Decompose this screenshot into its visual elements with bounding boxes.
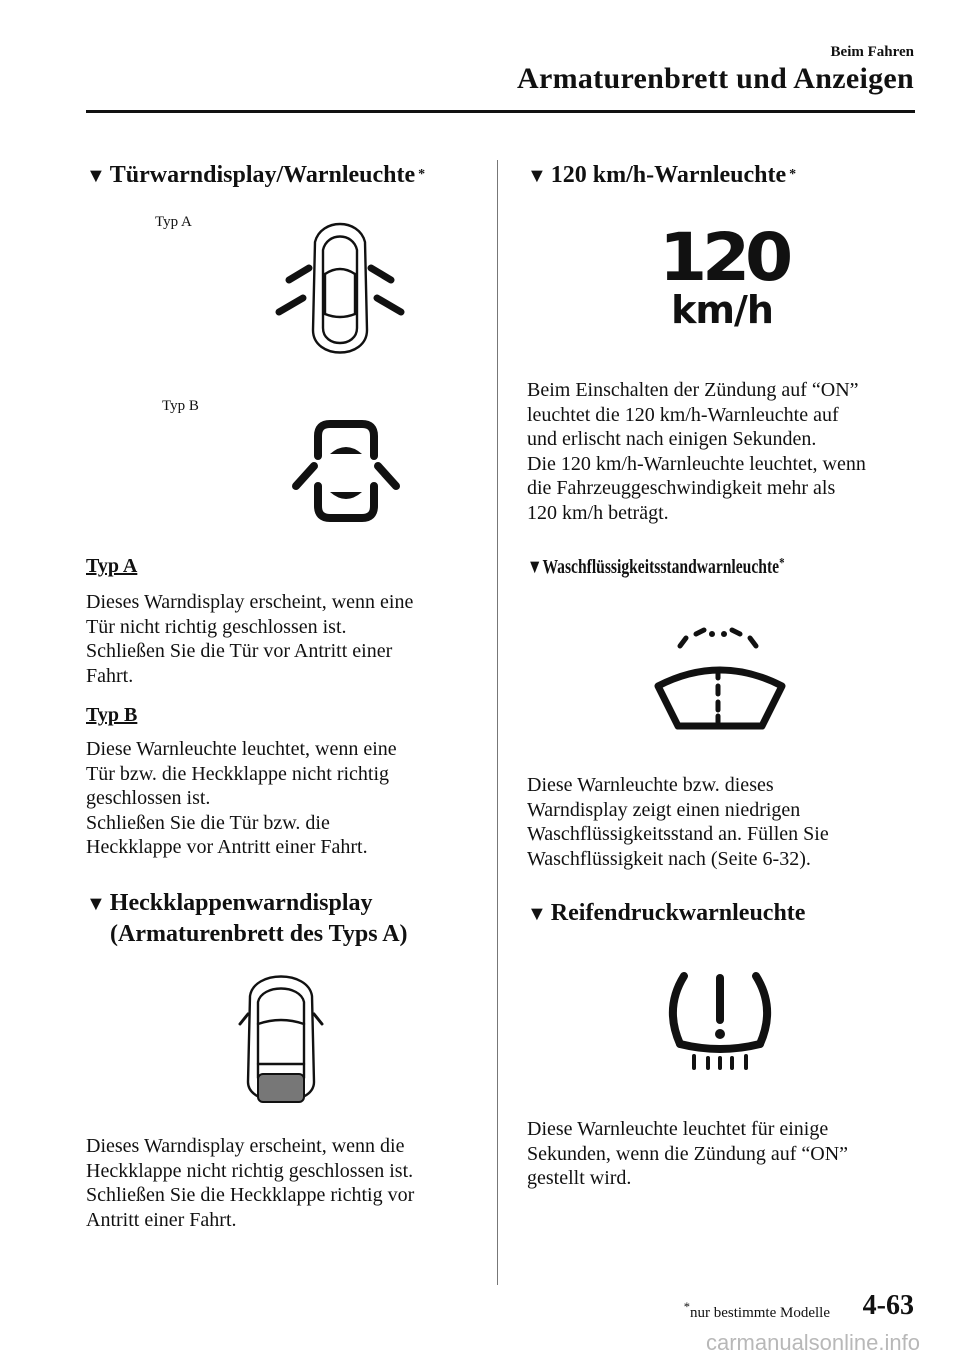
speed-icon-number: 120 — [659, 219, 788, 296]
text-line: Tür nicht richtig geschlossen ist. — [86, 615, 347, 638]
text-line: Heckklappe nicht richtig geschlossen ist. — [86, 1159, 414, 1182]
tire-pressure-icon — [664, 966, 776, 1072]
asterisk-mark: * — [779, 556, 785, 571]
text-line: Heckklappe vor Antritt einer Fahrt. — [86, 836, 368, 858]
text-line: Antritt einer Fahrt. — [86, 1208, 237, 1231]
asterisk-mark: * — [683, 1300, 691, 1314]
text-line: 120 km/h beträgt. — [527, 501, 669, 524]
text-line: Die 120 km/h-Warnleuchte leuchtet, wenn — [527, 452, 866, 475]
text-line: Fahrt. — [86, 664, 134, 687]
triangle-bullet-icon: ▼ — [527, 165, 547, 187]
type-a-label: Typ A — [155, 214, 192, 230]
header-rule — [86, 110, 915, 113]
text-line: Diese Warnleuchte leuchtet für einige — [527, 1118, 829, 1140]
footer-note — [684, 1300, 830, 1322]
text-line: Beim Einschalten der Zündung auf “ON” — [527, 379, 859, 401]
text-line: und erlischt nach einigen Sekunden. — [527, 428, 817, 450]
text-line: Waschflüssigkeit nach (Seite 6-32). — [527, 847, 811, 870]
trunk-description — [86, 1134, 486, 1232]
type-a-description — [86, 590, 486, 688]
trunk-heading-line: Heckklappenwarndisplay — [109, 890, 373, 916]
text-line: Dieses Warndisplay erscheint, wenn die — [86, 1135, 405, 1157]
footer-note-text: nur bestimmte Modelle — [690, 1305, 830, 1321]
text-line: Schließen Sie die Tür vor Antritt einer — [86, 640, 393, 662]
tire-warning-heading — [527, 898, 805, 929]
text-line: leuchtet die 120 km/h-Warnleuchte auf — [527, 403, 839, 426]
triangle-bullet-icon: ▼ — [86, 165, 106, 187]
trunk-warning-heading — [86, 888, 408, 949]
tire-description — [527, 1117, 917, 1191]
trunk-open-icon — [236, 962, 326, 1112]
page-title: Armaturenbrett und Anzeigen — [517, 62, 914, 95]
asterisk-mark: * — [789, 167, 797, 182]
text-line: Schließen Sie die Tür bzw. die — [86, 811, 330, 834]
speed-warning-heading — [527, 160, 796, 191]
speed-120-icon — [659, 219, 788, 332]
washer-heading-text: Waschflüssigkeitsstandwarnleuchte — [542, 556, 780, 578]
washer-description — [527, 773, 917, 871]
asterisk-mark: * — [418, 167, 426, 182]
text-line: gestellt wird. — [527, 1167, 632, 1189]
speed-heading-text: 120 km/h-Warnleuchte — [550, 162, 787, 188]
tire-heading-text: Reifendruckwarnleuchte — [550, 900, 806, 926]
text-line: Diese Warnleuchte leuchtet, wenn eine — [86, 738, 397, 760]
door-open-type-a-icon — [275, 210, 405, 360]
triangle-bullet-icon: ▼ — [527, 903, 547, 925]
door-heading-text: Türwarndisplay/Warnleuchte — [109, 162, 416, 188]
door-open-type-b-icon — [292, 410, 402, 525]
text-line: die Fahrzeuggeschwindigkeit mehr als — [527, 477, 836, 499]
text-line: Diese Warnleuchte bzw. dieses — [527, 774, 774, 796]
door-warning-heading — [86, 160, 425, 191]
speed-description — [527, 378, 917, 525]
type-b-label: Typ B — [162, 398, 199, 414]
type-b-subheading: Typ B — [86, 704, 138, 726]
text-line: geschlossen ist. — [86, 787, 211, 809]
section-label: Beim Fahren — [830, 44, 914, 60]
text-line: Dieses Warndisplay erscheint, wenn eine — [86, 591, 414, 613]
text-line: Sekunden, wenn die Zündung auf “ON” — [527, 1142, 849, 1165]
type-b-description — [86, 737, 486, 860]
text-line: Tür bzw. die Heckklappe nicht richtig — [86, 762, 390, 785]
text-line: Waschflüssigkeitsstand an. Füllen Sie — [527, 823, 829, 845]
speed-icon-unit: km/h — [671, 288, 773, 332]
trunk-heading-line: (Armaturenbrett des Typs A) — [110, 921, 408, 947]
text-line: Schließen Sie die Heckklappe richtig vor — [86, 1184, 415, 1206]
text-line: Warndisplay zeigt einen niedrigen — [527, 798, 801, 821]
triangle-bullet-icon: ▼ — [86, 893, 106, 915]
column-divider — [497, 160, 498, 1285]
watermark: carmanualsonline.info — [705, 1330, 920, 1355]
type-a-subheading: Typ A — [86, 555, 138, 577]
washer-fluid-icon — [650, 620, 790, 730]
triangle-bullet-icon: ▼ — [527, 556, 543, 578]
washer-warning-heading — [527, 556, 785, 579]
page-number: 4-63 — [862, 1290, 914, 1321]
